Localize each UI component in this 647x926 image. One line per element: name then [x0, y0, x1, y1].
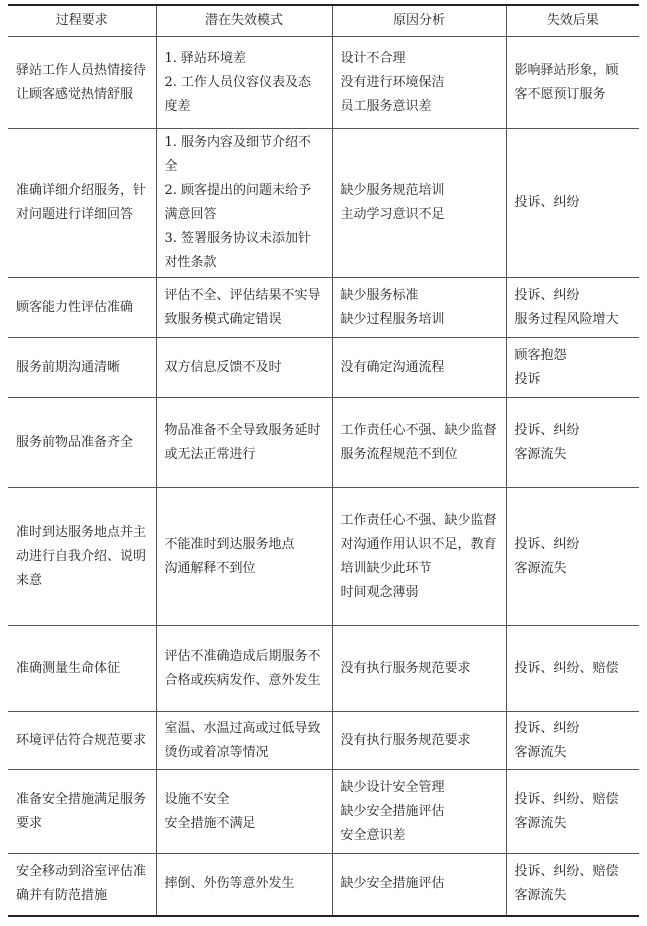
failure-mode-cell	[156, 854, 332, 916]
table-row	[8, 37, 639, 129]
effect-cell	[506, 278, 639, 338]
cause-cell	[332, 770, 506, 854]
cause-cell	[332, 488, 506, 626]
requirement-cell	[8, 488, 156, 626]
cell-line: 服务过程风险增大	[514, 311, 619, 327]
cell-line: 缺少服务标准	[340, 287, 419, 303]
cell-line: 驿站工作人员热情接待让顾客感觉热情舒服	[16, 62, 147, 102]
cause-cell	[332, 626, 506, 712]
failure-mode-cell	[156, 37, 332, 129]
cell-line: 安全移动到浴室评估准确并有防范措施	[16, 864, 147, 904]
cell-line: 1. 服务内容及细节介绍不全	[164, 135, 312, 174]
cell-line: 顾客抱怨	[514, 347, 567, 363]
failure-mode-cell	[156, 770, 332, 854]
cause-cell	[332, 129, 506, 278]
cell-line: 没有执行服务规范要求	[340, 660, 471, 676]
table-row	[8, 398, 639, 488]
cell-line: 服务流程规范不到位	[340, 446, 458, 462]
effect-cell	[506, 338, 639, 398]
cell-line: 主动学习意识不足	[340, 207, 445, 222]
table-body	[8, 37, 639, 916]
cell-line: 缺少过程服务培训	[340, 311, 445, 327]
cell-line: 摔倒、外伤等意外发生	[164, 876, 295, 892]
cell-line: 缺少设计安全管理	[340, 779, 445, 795]
effect-cell	[506, 770, 639, 854]
requirement-cell	[8, 398, 156, 488]
requirement-cell	[8, 626, 156, 712]
failure-mode-cell	[156, 278, 332, 338]
header-failure-mode: 潜在失效模式	[156, 5, 332, 37]
effect-cell	[506, 398, 639, 488]
requirement-cell	[8, 712, 156, 770]
cell-line: 评估不准确造成后期服务不合格或疾病发作、意外发生	[164, 648, 321, 688]
cell-line: 物品准备不全导致服务延时或无法正常进行	[164, 422, 321, 462]
table-row	[8, 712, 639, 770]
cell-line: 双方信息反馈不及时	[164, 359, 282, 375]
table-row	[8, 338, 639, 398]
cell-line: 客源流失	[514, 446, 567, 462]
header-cause-analysis: 原因分析	[332, 5, 506, 37]
effect-cell	[506, 37, 639, 129]
table-row	[8, 854, 639, 916]
cell-line: 3. 签署服务协议未添加针对性条款	[164, 231, 312, 270]
fmea-table	[8, 4, 639, 917]
cell-line: 投诉、纠纷、赔偿	[514, 660, 619, 676]
cell-line: 缺少服务规范培训	[340, 183, 445, 198]
header-failure-effect: 失效后果	[506, 5, 639, 37]
effect-cell	[506, 712, 639, 770]
requirement-cell	[8, 37, 156, 129]
effect-cell	[506, 129, 639, 278]
header-row	[8, 5, 639, 37]
table-row	[8, 770, 639, 854]
cell-line: 影响驿站形象，顾客不愿预订服务	[514, 62, 619, 102]
cell-line: 设计不合理	[340, 50, 406, 66]
cell-line: 顾客能力性评估准确	[16, 299, 134, 315]
cell-line: 投诉、纠纷	[514, 422, 580, 438]
requirement-cell	[8, 338, 156, 398]
table-row	[8, 129, 639, 278]
failure-mode-cell	[156, 488, 332, 626]
cell-line: 准确测量生命体征	[16, 660, 121, 676]
cell-line: 缺少安全措施评估	[340, 876, 445, 892]
header-process-requirement: 过程要求	[8, 5, 156, 37]
cell-line: 工作责任心不强、缺少监督	[340, 422, 497, 438]
cell-line: 2. 顾客提出的问题未给予满意回答	[164, 183, 312, 222]
requirement-cell	[8, 129, 156, 278]
cell-line: 客源流失	[514, 744, 567, 760]
table-row	[8, 278, 639, 338]
cell-line: 对沟通作用认识不足，教育培训缺少此环节	[340, 536, 497, 576]
effect-cell	[506, 854, 639, 916]
cell-line: 客源流失	[514, 815, 567, 831]
cell-line: 准确详细介绍服务，针对问题进行详细回答	[16, 183, 147, 222]
cell-line: 设施不安全	[164, 791, 230, 807]
effect-cell	[506, 626, 639, 712]
cell-line: 环境评估符合规范要求	[16, 732, 147, 748]
cell-line: 没有进行环境保洁	[340, 74, 445, 90]
cell-line: 投诉、纠纷、赔偿	[514, 791, 619, 807]
requirement-cell	[8, 770, 156, 854]
cell-line: 评估不全、评估结果不实导致服务模式确定错误	[164, 287, 321, 327]
cell-line: 准备安全措施满足服务要求	[16, 791, 147, 831]
cell-line: 工作责任心不强、缺少监督	[340, 512, 497, 528]
cell-line: 投诉、纠纷	[514, 720, 580, 736]
cause-cell	[332, 338, 506, 398]
requirement-cell	[8, 854, 156, 916]
cause-cell	[332, 278, 506, 338]
cell-line: 投诉、纠纷、赔偿	[514, 864, 619, 880]
cell-line: 没有确定沟通流程	[340, 359, 445, 375]
cause-cell	[332, 398, 506, 488]
cell-line: 投诉、纠纷	[514, 536, 580, 552]
cell-line: 准时到达服务地点并主动进行自我介绍、说明来意	[16, 524, 147, 588]
cell-line: 不能准时到达服务地点	[164, 536, 295, 552]
cause-cell	[332, 854, 506, 916]
cell-line: 安全措施不满足	[164, 815, 256, 831]
cause-cell	[332, 37, 506, 129]
cell-line: 沟通解释不到位	[164, 560, 256, 576]
cell-line: 2. 工作人员仪容仪表及态度差	[164, 74, 312, 114]
failure-mode-cell	[156, 712, 332, 770]
cell-line: 服务前物品准备齐全	[16, 434, 134, 450]
cell-line: 缺少安全措施评估	[340, 803, 445, 819]
cell-line: 投诉	[514, 371, 541, 387]
table-row	[8, 626, 639, 712]
cell-line: 室温、水温过高或过低导致烫伤或着凉等情况	[164, 720, 321, 760]
cell-line: 客源流失	[514, 560, 567, 576]
cell-line: 客源流失	[514, 888, 567, 904]
cell-line: 没有执行服务规范要求	[340, 732, 471, 748]
failure-mode-cell	[156, 338, 332, 398]
cell-line: 安全意识差	[340, 827, 406, 843]
effect-cell	[506, 488, 639, 626]
cell-line: 服务前期沟通清晰	[16, 359, 121, 375]
failure-mode-cell	[156, 626, 332, 712]
requirement-cell	[8, 278, 156, 338]
failure-mode-cell	[156, 398, 332, 488]
cell-line: 员工服务意识差	[340, 98, 432, 114]
table-row	[8, 488, 639, 626]
cell-line: 投诉、纠纷	[514, 287, 580, 303]
failure-mode-cell	[156, 129, 332, 278]
cell-line: 时间观念薄弱	[340, 584, 419, 600]
cell-line: 1. 驿站环境差	[164, 50, 247, 66]
cause-cell	[332, 712, 506, 770]
cell-line: 投诉、纠纷	[514, 195, 580, 210]
